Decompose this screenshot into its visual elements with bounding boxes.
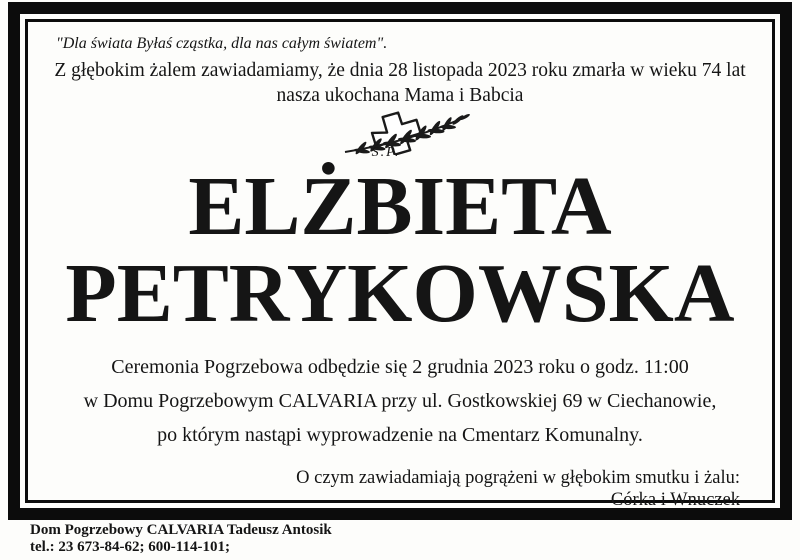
ceremony-line-2: w Domu Pogrzebowym CALVARIA przy ul. Gostkowskiej 69 w Ciechanowie, — [83, 390, 717, 413]
deceased-name — [28, 159, 772, 341]
ceremony-details — [28, 350, 772, 453]
ceremony-line-1: Ceremonia Pogrzebowa odbędzie się 2 grudnia 2023 roku o godz. 11:00 — [111, 355, 689, 378]
emblem-area — [28, 109, 772, 161]
announcement-line-2: nasza ukochana Mama i Babcia — [276, 84, 524, 106]
funeral-home-footer — [30, 522, 332, 557]
ceremony-line-3: po którym nastąpi wyprowadzenie na Cmentarz Komunalny. — [157, 424, 643, 447]
sp-abbreviation: Ś.P. — [371, 144, 401, 160]
funeral-home-name: Dom Pogrzebowy CALVARIA Tadeusz Antosik — [30, 521, 332, 538]
outer-frame — [8, 2, 792, 520]
deceased-name-line-1: ELŻBIETA — [188, 159, 612, 253]
mourners-line: O czym zawiadamiają pogrążeni w głębokim smutku i żalu: — [296, 467, 740, 488]
memorial-quote: "Dla świata Byłaś cząstka, dla nas całym światem". — [56, 35, 388, 52]
mourners-block — [28, 467, 740, 512]
mourners-signature: Córka i Wnuczek — [610, 490, 740, 511]
announcement-line-1: Z głębokim żalem zawiadamiamy, że dnia 28 listopada 2023 roku zmarła w wieku 74 lat — [54, 60, 746, 82]
inner-frame — [25, 19, 775, 511]
funeral-home-phone: tel.: 23 673-84-62; 600-114-101; — [30, 539, 230, 556]
deceased-name-line-2: PETRYKOWSKA — [65, 247, 735, 341]
